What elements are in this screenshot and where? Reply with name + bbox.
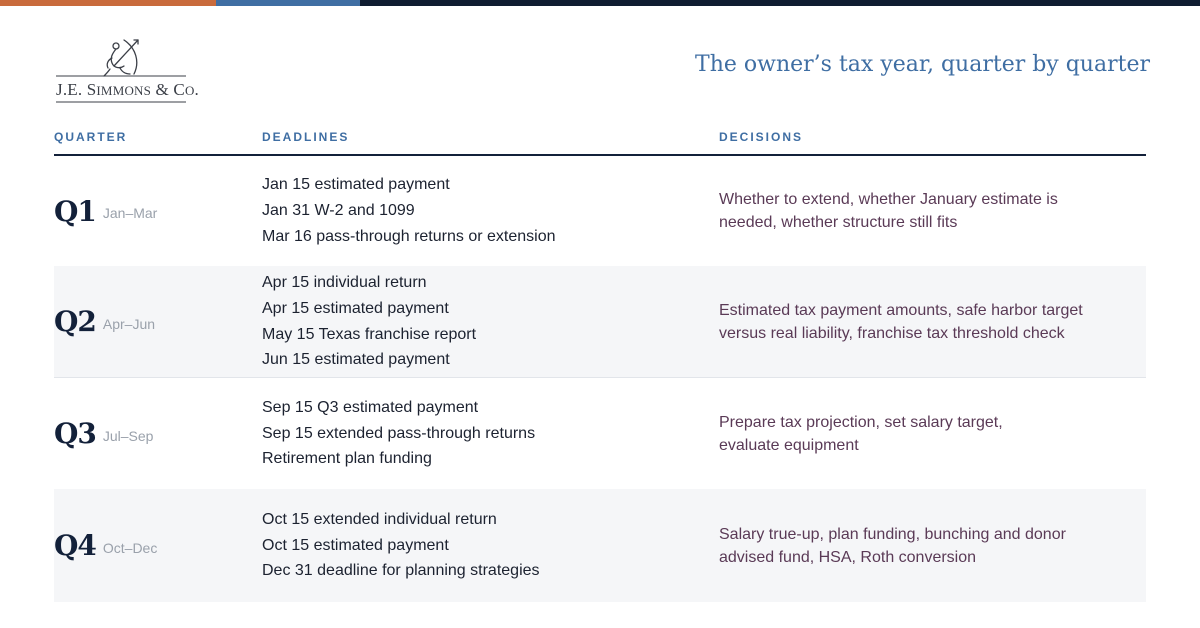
- quarter-label: Q4: [54, 529, 96, 562]
- quarter-cell: [54, 266, 155, 377]
- deadline-item: Jan 15 estimated payment: [262, 176, 450, 194]
- quarter-label: Q3: [54, 417, 96, 450]
- quarter-label: Q1: [54, 194, 96, 228]
- column-header-decisions: DECISIONS: [719, 130, 804, 144]
- deadlines-cell: [262, 266, 476, 377]
- decisions-cell: [719, 489, 1119, 602]
- accent-bar-blue: [216, 0, 360, 6]
- deadline-item: Retirement plan funding: [262, 450, 432, 468]
- deadline-item: Sep 15 extended pass-through returns: [262, 424, 536, 442]
- deadline-item: May 15 Texas franchise report: [262, 325, 477, 343]
- accent-bar-orange: [0, 0, 216, 6]
- deadline-item: Jun 15 estimated payment: [262, 351, 450, 369]
- top-accent-bar: [0, 0, 1200, 6]
- quarter-range: Jul–Sep: [102, 427, 154, 444]
- table-row-q4: [54, 489, 1146, 602]
- decision-text: Estimated tax payment amounts, safe harbor target versus real liability, franchise tax threshold check: [719, 301, 1083, 342]
- table-row-q2: [54, 266, 1146, 378]
- decisions-cell: [719, 378, 1119, 489]
- quarter-range: Jan–Mar: [102, 205, 158, 221]
- decisions-cell: [719, 156, 1119, 266]
- table-row-q3: [54, 378, 1146, 489]
- deadline-item: Oct 15 extended individual return: [262, 510, 497, 528]
- deadline-item: Apr 15 individual return: [262, 274, 427, 292]
- deadline-item: Mar 16 pass-through returns or extension: [262, 227, 556, 245]
- deadlines-cell: [262, 156, 555, 266]
- quarter-cell: [54, 156, 157, 266]
- quarter-range: Apr–Jun: [102, 315, 156, 332]
- deadline-item: Jan 31 W-2 and 1099: [262, 202, 415, 220]
- page-title: The owner’s tax year, quarter by quarter: [695, 52, 1150, 77]
- column-header-quarter: QUARTER: [54, 130, 128, 144]
- deadline-item: Apr 15 estimated payment: [262, 299, 449, 317]
- quarter-cell: [54, 378, 153, 489]
- deadline-item: Sep 15 Q3 estimated payment: [262, 398, 479, 416]
- decisions-cell: [719, 266, 1119, 377]
- quarter-cell: [54, 489, 157, 602]
- accent-bar-navy: [360, 0, 1200, 6]
- decision-text: Salary true-up, plan funding, bunching and donor advised fund, HSA, Roth conversion: [719, 525, 1066, 566]
- decision-text: Whether to extend, whether January estimate is needed, whether structure still fits: [719, 191, 1058, 231]
- deadline-item: Dec 31 deadline for planning strategies: [262, 562, 540, 580]
- decision-text: Prepare tax projection, set salary target, evaluate equipment: [719, 413, 1003, 454]
- logo-wordmark: J.E. SIMMONS & CO.: [56, 80, 199, 99]
- deadline-item: Oct 15 estimated payment: [262, 536, 449, 554]
- company-logo: [54, 36, 199, 106]
- table-row-q1: [54, 156, 1146, 266]
- deadlines-cell: [262, 489, 540, 602]
- column-header-deadlines: DEADLINES: [262, 130, 350, 144]
- deadlines-cell: [262, 378, 535, 489]
- quarter-range: Oct–Dec: [102, 539, 158, 556]
- quarter-label: Q2: [54, 305, 96, 338]
